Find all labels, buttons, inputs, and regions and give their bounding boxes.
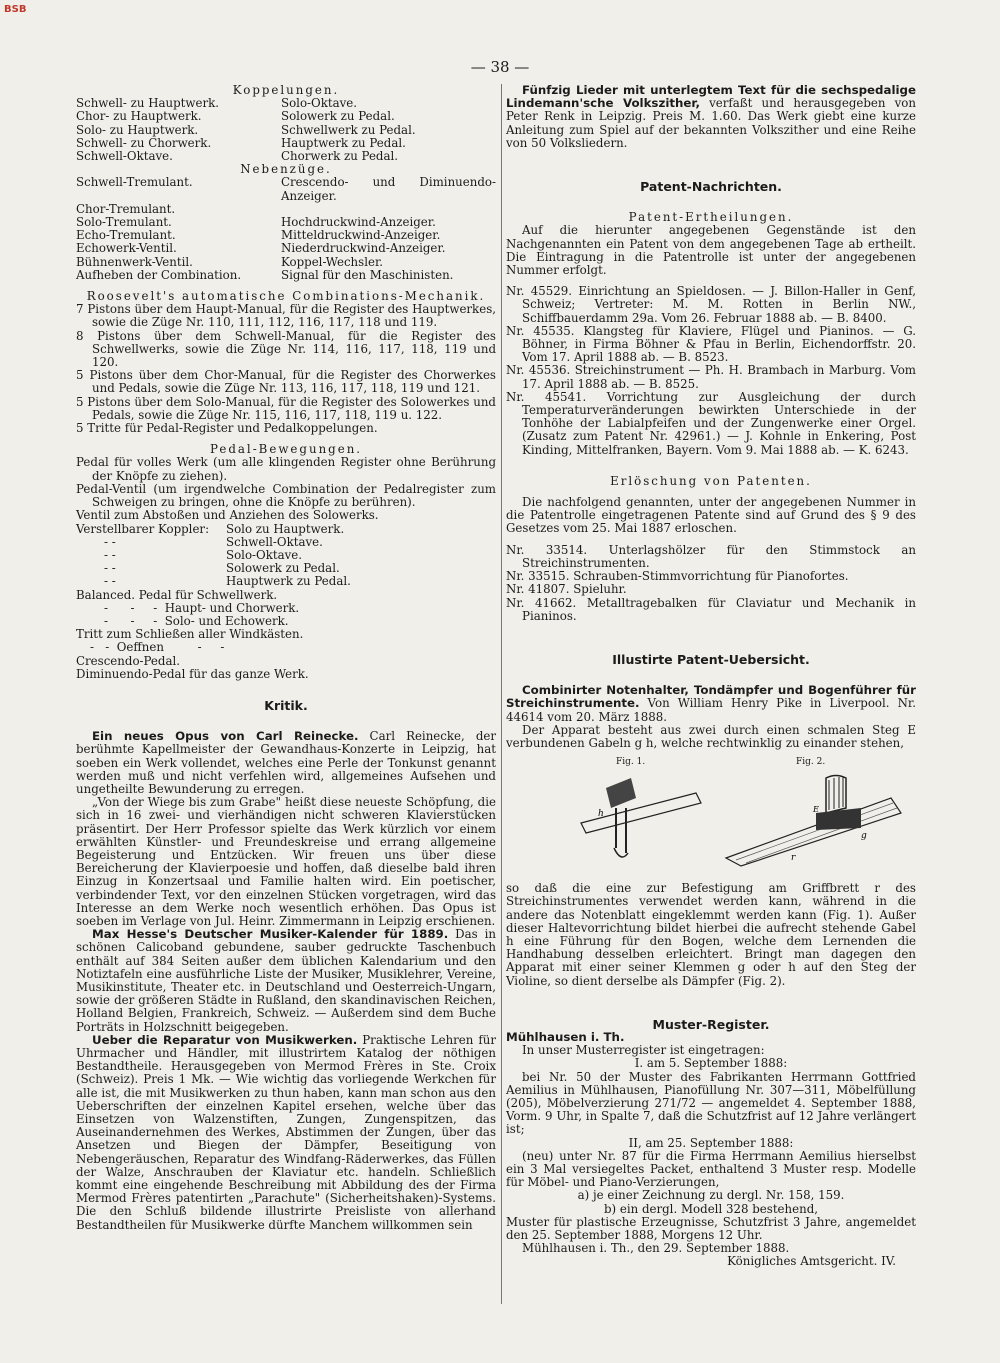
svg-text:E: E [813,805,819,815]
pedal-heading: Pedal-Bewegungen. [209,442,363,457]
balanced-row: - - - Solo- und Echowerk. [104,613,289,628]
piston-item: 8 Pistons über dem Schwell-Manual, für die Register des Schwellwerks, sowie die Züge Nr. 114, 116, 117, 118, 119 und 120. [76,328,496,370]
pedal-item: Pedal-Ventil (um irgendwelche Combination der Pedalregister zum Schweigen zu bringen, ohne die Knöpfe zu berühren). [76,481,496,510]
pedal-item: Ventil zum Abstoßen und Anziehen des Solowerks. [76,508,379,523]
koppel-row: Schwell-Oktave. Chorwerk zu Pedal. [76,149,399,164]
ertheilungen-intro: Auf die hierunter angegebenen Gegenstände ist den Nachgenannten ein Patent von dem angegebenen Tage ab ertheilt. Die Eintragung in die Patentrolle ist unter der angegebenen Nummer erfolgt. [506,223,916,278]
muster-line: Muster für plastische Erzeugnisse, Schutzfrist 3 Jahre, angemeldet den 25. September 1888, Morgens 12 Uhr. [506,1214,916,1242]
muster-place: Mühlhausen i. Th. [506,1029,625,1044]
coupler-row: - - Solowerk zu Pedal. [104,561,340,576]
fig1-label: Fig. 1. [616,757,646,768]
fig2-drawing [721,768,906,868]
column-divider [501,84,502,1304]
piston-item: 7 Pistons über dem Haupt-Manual, für die Register des Hauptwerkes, sowie die Züge Nr. 110, 111, 112, 116, 117, 118 und 119. [76,302,496,330]
roosevelt-heading: Roosevelt's automatische Combinations-Mechanik. [86,289,486,304]
neben-row: Echo-Tremulant. Mitteldruckwind-Anzeiger. [76,228,441,243]
nebenzuege-heading: Nebenzüge. [240,162,332,177]
neben-row: Solo-Tremulant. Hochdruckwind-Anzeiger. [76,215,436,230]
library-stamp: BSB [4,4,27,15]
neben-row: Echowerk-Ventil. Niederdruckwind-Anzeiger. [76,241,446,256]
muster-line: II, am 25. September 1888: [628,1135,794,1150]
patent-item: Nr. 45529. Einrichtung an Spieldosen. — J. Billon-Haller in Genf, Schweiz; Vertreter: M. M. Rotten in Berlin NW., Schiffbauerdamm 29a. Vom 26. Februar 1888 ab. — B. 8400. [506,284,916,325]
illus-text: Der Apparat besteht aus zwei durch einen schmalen Steg E verbundenen Gabeln g h, welche rechtwinklig zu einander stehen, [506,722,916,750]
koppel-row: Schwell- zu Chorwerk. Hauptwerk zu Pedal. [76,135,406,150]
patent-heading: Patent-Nachrichten. [640,179,782,195]
tail-item: Crescendo-Pedal. [76,653,181,668]
piston-item: 5 Pistons über dem Solo-Manual, für die Register des Solowerkes und Pedals, sowie die Züge Nr. 115, 116, 117, 118, 119 u. 122. [76,394,496,422]
erloeschung-item: Nr. 41807. Spieluhr. [506,582,627,597]
kritik-heading: Kritik. [264,697,308,713]
left-column [76,84,496,1232]
erloeschung-item: Nr. 41662. Metalltragebalken für Claviatur und Mechanik in Pianinos. [506,595,916,623]
patent-item: Nr. 45535. Klangsteg für Klaviere, Flügel und Pianinos. — G. Böhner, in Firma Böhner & Pfau in Berlin, Eichendorffstr. 20. Vom 17. April 1888 ab. — B. 8523. [506,323,916,365]
review-lieder: Fünfzig Lieder mit unterlegtem Text für die sechspedalige Lindemann'sche Volkszither, verfaßt und herausgegeben von Peter Renk in Leipzig. Preis M. 1.60. Das Werk giebt eine kurze Anleitung zum Spiel auf der bekannten Volkszither und eine Reihe von 50 Volksliedern. [506,83,916,150]
erloeschung-item: Nr. 33514. Unterlagshölzer für den Stimmstock an Streichinstrumenten. [506,542,916,570]
coupler-row: - - Schwell-Oktave. [104,534,323,549]
nebenzuege-list [76,176,496,282]
review-reinecke-cont: „Von der Wiege bis zum Grabe" heißt diese neueste Schöpfung, die sich in 16 zwei- und vierhändigen nicht schweren Klavierstücken präsentirt. Der Herr Professor spielte das Werk kürzlich vor einem erwählten Künstler- und Freundeskreise und errang allgemeine Begeisterung und Entzücken. Wir freuen uns über diese Bereicherung der Klavierpoesie und hoffen, daß dieselbe bald ihren Einzug in Konzertsaal und Familie halten wird. Ein poetischer, verbindender Text, vor den einzelnen Stücken vorgetragen, wird das Interesse an dem Werke noch wesentlich erhöhen. Das Opus ist soeben im Verlage von Jul. Heinr. Zimmermann in Leipzig erschienen. [76,795,496,928]
illustrirte-heading: Illustirte Patent-Uebersicht. [612,651,810,667]
koppel-row: Chor- zu Hauptwerk. Solowerk zu Pedal. [76,109,395,124]
balanced-row: Balanced. Pedal für Schwellwerk. [76,587,278,602]
piston-item: 5 Tritte für Pedal-Register und Pedalkoppelungen. [76,421,378,436]
muster-line: a) je einer Zeichnung zu dergl. Nr. 158, 159. [577,1188,845,1203]
muster-line: I. am 5. September 1888: [634,1056,788,1071]
erloeschung-intro: Die nachfolgend genannten, unter der angegebenen Nummer in die Patentrolle eingetragenen Patente sind auf Grund des § 9 des Gesetzes vom 25. Mai 1887 erloschen. [506,495,916,536]
review-hesse: Max Hesse's Deutscher Musiker-Kalender für 1889. Das in schönen Calicoband gebundene, sauber gedruckte Taschenbuch enthält auf 384 Seiten außer dem üblichen Kalendarium und den Notiztafeln eine ausführliche Liste der Musiker, Musiklehrer, Vereine, Musikinstitute, Theater etc. in Deutschland und Oesterreich-Ungarn, sowie der größeren Städte in Rußland, den skandinavischen Reichen, Holland Belgien, Frankreich, Schweiz. — Außerdem sind dem Buche Porträts in Holzschnitt beigegeben. [76,927,496,1034]
muster-line: bei Nr. 50 der Muster des Fabrikanten Herrmann Gottfried Aemilius in Mühlhausen, Pianofüllung Nr. 307—311, Möbelfüllung (205), Möbelverzierung 271/72 — angemeldet 4. September 1888, Vorm. 9 Uhr, in Spalte 7, daß die Schutzfrist auf 12 Jahre verlängert ist; [506,1069,916,1137]
coupler-row: - - Solo-Oktave. [104,547,303,562]
page-number: — 38 — [470,58,530,76]
neben-row: Schwell-Tremulant. Crescendo- und Diminuendo-Anzeiger. [76,175,496,203]
review-reinecke: Ein neues Opus von Carl Reinecke. Carl Reinecke, der berühmte Kapellmeister der Gewandhaus-Konzerte in Leipzig, hat soeben ein Werk vollendet, welches eine Perle der Tonkunst genannt werden muß und nicht verfehlen wird, allgemeines Aufsehen und ungetheilte Bewunderung zu erregen. [76,729,496,796]
koppel-row: Schwell- zu Hauptwerk. Solo-Oktave. [76,96,358,111]
piston-item: 5 Pistons über dem Chor-Manual, für die Register des Chorwerkes und Pedals, sowie die Züge Nr. 113, 116, 117, 118, 119 und 121. [76,368,496,396]
muster-heading: Muster-Register. [652,1016,770,1032]
tail-item: Diminuendo-Pedal für das ganze Werk. [76,666,309,681]
coupler-row: Verstellbarer Koppler: Solo zu Hauptwerk. [76,521,345,536]
fig2-label: Fig. 2. [796,757,826,768]
tail-item: Tritt zum Schließen aller Windkästen. [76,627,304,642]
koppel-heading: Koppelungen. [232,83,340,97]
coupler-row: - - Hauptwerk zu Pedal. [104,574,351,589]
erloeschung-item: Nr. 33515. Schrauben-Stimmvorrichtung für Pianofortes. [506,569,849,584]
balanced-row: - - - Haupt- und Chorwerk. [104,600,300,615]
neben-row: Aufheben der Combination. Signal für den Maschinisten. [76,267,454,282]
tail-item: - - Oeffnen - - [90,640,225,655]
review-reparatur: Ueber die Reparatur von Musikwerken. Praktische Lehren für Uhrmacher und Händler, mit illustrirtem Katalog der nöthigen Bestandtheile. Herausgegeben von Mermod Frères in Ste. Croix (Schweiz). Preis 1 Mk. — Wie wichtig das vorliegende Werkchen für alle ist, die mit Musikwerken zu thun haben, kann man schon aus den Ueberschriften der einzelnen Kapitel ersehen, welche über das Einsetzen von Walzenstiften, Zungen, Zungenspitzen, das Auseinandernehmen des Werkes, Abstimmen der Zungen, über das Ansetzen und Biegen der Dämpfer, Beseitigung von Nebengeräuschen, Reparatur des Windfang-Räderwerkes, das Füllen der Walze, Anschrauben der Klaviatur etc. handeln. Schließlich kommt eine eingehende Beschreibung mit Abbildung des der Firma Mermod Frères patentirten „Parachute" (Sicherheitshaken)-Systems. Die den Schluß bildende illustrirte Preisliste von allerhand Bestandtheilen für Musikwerke dürfte Manchem willkommen sein [76,1032,496,1232]
patent-figures [506,756,916,876]
koppel-row: Solo- zu Hauptwerk. Schwellwerk zu Pedal. [76,122,416,137]
illus-entry: Combinirter Notenhalter, Tondämpfer und Bogenführer für Streichinstrumente. Von William Henry Pike in Liverpool. Nr. 44614 vom 20. März 1888. [506,683,916,724]
fig1-drawing [576,768,706,868]
erloeschung-heading: Erlöschung von Patenten. [610,473,812,488]
muster-signature: Königliches Amtsgericht. IV. [727,1254,896,1269]
svg-text:g: g [861,831,867,842]
pedal-item: Pedal für volles Werk (um alle klingenden Register ohne Berührung der Knöpfe zu ziehen). [76,455,496,483]
patent-item: Nr. 45536. Streichinstrument — Ph. H. Brambach in Marburg. Vom 17. April 1888 ab. — B. 8525. [506,363,916,391]
svg-text:h: h [598,809,604,820]
ertheilungen-heading: Patent-Ertheilungen. [628,210,794,225]
muster-line: (neu) unter Nr. 87 für die Firma Herrmann Aemilius hierselbst ein 3 Mal versiegeltes Packet, enthaltend 3 Muster resp. Modelle für Möbel- und Piano-Verzierungen, [506,1148,916,1190]
patent-item: Nr. 45541. Vorrichtung zur Ausgleichung der durch Temperaturveränderungen bewirkten Unterschiede in der Tonhöhe der Labialpfeifen und der Zungenwerke einer Orgel. (Zusatz zum Patent Nr. 42961.) — J. Kohnle in Enkering, Post Kinding, Mittelfranken, Bayern. Vom 9. Mai 1888 ab. — K. 6243. [506,389,916,457]
muster-line: In unser Musterregister ist eingetragen: [522,1043,765,1058]
muster-line: Mühlhausen i. Th., den 29. September 1888. [522,1241,790,1256]
svg-text:r: r [791,853,796,864]
illus-text-cont: so daß die eine zur Befestigung am Griffbrett r des Streichinstrumentes verwendet werden kann, während in die andere das Notenblatt eingeklemmt werden kann (Fig. 1). Außer dieser Haltevorrichtung bildet hierbei die aufrecht stehende Gabel h eine Führung für den Bogen, welche dem Lernenden die Handhabung desselben erleichtert. Bringt man dagegen den Apparat mit einer seiner Klemmen g oder h auf den Steg der Violine, so dient derselbe als Dämpfer (Fig. 2). [506,881,916,988]
neben-row: Bühnenwerk-Ventil. Koppel-Wechsler. [76,254,384,269]
neben-row: Chor-Tremulant. [76,201,176,216]
koppel-list [76,97,496,163]
muster-line: b) ein dergl. Modell 328 bestehend, [603,1201,819,1216]
right-column [506,84,916,1269]
